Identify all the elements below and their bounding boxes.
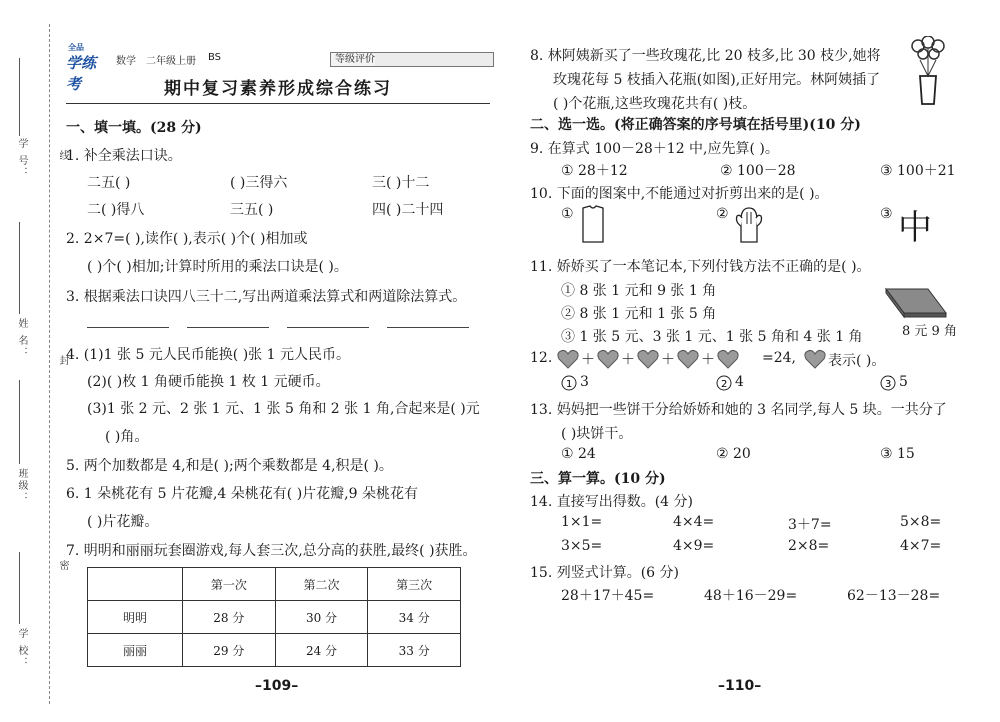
question-8-line2: 玫瑰花每 5 枝插入花瓶(如图),正好用完。林阿姨插了 <box>553 72 881 88</box>
q13-option[interactable]: ② 20 <box>716 446 751 462</box>
table-cell: 34 分 <box>368 601 461 634</box>
notebook-icon <box>884 285 948 319</box>
vest-shape-icon[interactable] <box>578 204 608 244</box>
q12-option[interactable]: 4 <box>735 374 744 390</box>
q14-problem[interactable]: 1×1= <box>561 514 603 530</box>
q1-item[interactable]: 三( )十二 <box>372 175 430 191</box>
q12-option[interactable]: 5 <box>899 374 908 390</box>
circled-one-icon[interactable] <box>561 375 577 391</box>
question-4-part3-cont[interactable]: ( )角。 <box>105 429 149 445</box>
score-table <box>87 567 461 667</box>
question-13-line2[interactable]: ( )块饼干。 <box>561 426 633 442</box>
question-1: 1. 补全乘法口诀。 <box>66 148 182 164</box>
q15-problem[interactable]: 62－13－28= <box>847 588 941 604</box>
q12-option[interactable]: 3 <box>580 374 589 390</box>
class-label: 班级： <box>16 468 27 504</box>
q1-item[interactable]: 二五( ) <box>87 175 131 191</box>
q12-prompt[interactable]: 表示( )。 <box>828 353 886 369</box>
binding-mark-seal: 封 <box>57 355 68 367</box>
q1-item[interactable]: ( )三得六 <box>230 175 288 191</box>
section-1-heading: 一、填一填。(28 分) <box>66 120 202 136</box>
name-label: 姓 名： <box>16 318 27 360</box>
name-field[interactable] <box>19 222 20 314</box>
table-cell: 30 分 <box>275 601 368 634</box>
q10-option-label[interactable]: ② <box>716 206 729 222</box>
q1-item[interactable]: 二( )得八 <box>87 202 145 218</box>
grade-evaluation-box[interactable] <box>330 52 494 67</box>
svg-text:1: 1 <box>566 379 573 390</box>
question-4-part2[interactable]: (2)( )枚 1 角硬币能换 1 枚 1 元硬币。 <box>87 374 330 390</box>
q11-option[interactable]: ① 8 张 1 元和 9 张 1 角 <box>561 283 717 299</box>
binding-mark-secret: 密 <box>57 560 68 572</box>
school-label: 学 校： <box>16 628 27 670</box>
question-14: 14. 直接写出得数。(4 分) <box>530 494 693 510</box>
table-cell: 明明 <box>88 601 183 634</box>
question-5[interactable]: 5. 两个加数都是 4,和是( );两个乘数都是 4,积是( )。 <box>66 458 393 474</box>
svg-text:2: 2 <box>721 379 728 390</box>
question-4-part1[interactable]: 4. (1)1 张 5 元人民币能换( )张 1 元人民币。 <box>66 347 350 363</box>
page-title: 期中复习素养形成综合练习 <box>164 79 392 99</box>
circled-two-icon[interactable] <box>716 375 732 391</box>
table-cell: 丽丽 <box>88 634 183 667</box>
q9-option[interactable]: ② 100－28 <box>720 163 796 179</box>
answer-blank[interactable] <box>387 327 469 328</box>
answer-blank[interactable] <box>87 327 169 328</box>
q14-problem[interactable]: 5×8= <box>900 514 942 530</box>
school-field[interactable] <box>19 552 20 624</box>
subject-label: 数学 <box>116 56 136 67</box>
question-10[interactable]: 10. 下面的图案中,不能通过对折剪出来的是( )。 <box>530 186 829 202</box>
q13-option[interactable]: ③ 15 <box>880 446 915 462</box>
question-11[interactable]: 11. 娇娇买了一本笔记本,下列付钱方法不正确的是( )。 <box>530 259 871 275</box>
edition-label: BS <box>208 52 222 63</box>
q9-option[interactable]: ③ 100＋21 <box>880 163 956 179</box>
table-header-cell <box>88 568 183 601</box>
question-6-line2[interactable]: ( )片花瓣。 <box>87 514 159 530</box>
question-12-number: 12. <box>530 350 553 366</box>
q14-problem[interactable]: 4×9= <box>673 538 715 554</box>
student-number-label: 学 号： <box>16 138 27 180</box>
question-8-line1: 8. 林阿姨新买了一些玫瑰花,比 20 枝多,比 30 枝少,她将 <box>530 48 881 64</box>
class-field[interactable] <box>19 380 20 464</box>
q14-problem[interactable]: 4×4= <box>673 514 715 530</box>
q1-item[interactable]: 四( )二十四 <box>372 202 444 218</box>
svg-text:＋: ＋ <box>621 352 635 368</box>
q14-problem[interactable]: 3×5= <box>561 538 603 554</box>
question-3: 3. 根据乘法口诀四八三十二,写出两道乘法算式和两道除法算式。 <box>66 289 467 305</box>
q9-option[interactable]: ① 28＋12 <box>561 163 628 179</box>
hearts-equation-icon <box>557 348 757 370</box>
heart-icon <box>804 349 826 371</box>
table-row <box>88 634 461 667</box>
binding-dashed-line <box>49 24 50 704</box>
page-number-right: –110– <box>718 678 762 694</box>
question-8-line3[interactable]: ( )个花瓶,这些玫瑰花共有( )枝。 <box>553 96 757 112</box>
notebook-price: 8 元 9 角 <box>902 324 957 339</box>
q10-option-label[interactable]: ③ <box>880 206 893 222</box>
q1-item[interactable]: 三五( ) <box>230 202 274 218</box>
question-9[interactable]: 9. 在算式 100－28＋12 中,应先算( )。 <box>530 141 779 157</box>
table-cell: 24 分 <box>275 634 368 667</box>
q14-problem[interactable]: 3＋7= <box>788 517 832 533</box>
question-4-part3[interactable]: (3)1 张 2 元、2 张 1 元、1 张 5 角和 2 张 1 角,合起来是( )元 <box>87 401 480 417</box>
svg-text:3: 3 <box>885 379 892 390</box>
student-number-field[interactable] <box>19 58 20 136</box>
table-header-cell: 第三次 <box>368 568 461 601</box>
q14-problem[interactable]: 4×7= <box>900 538 942 554</box>
question-2-line1[interactable]: 2. 2×7=( ),读作( ),表示( )个( )相加或 <box>66 231 308 247</box>
svg-text:＋: ＋ <box>661 352 675 368</box>
question-7[interactable]: 7. 明明和丽丽玩套圈游戏,每人套三次,总分高的获胜,最终( )获胜。 <box>66 543 477 559</box>
binding-mark-line: 线 <box>57 150 68 162</box>
table-cell: 33 分 <box>368 634 461 667</box>
title-rule <box>66 103 490 104</box>
q10-character-shape[interactable]: 中 <box>898 208 932 248</box>
answer-blank[interactable] <box>187 327 269 328</box>
section-2-heading: 二、选一选。(将正确答案的序号填在括号里)(10 分) <box>530 117 861 133</box>
q10-option-label[interactable]: ① <box>561 206 574 222</box>
table-cell: 28 分 <box>183 601 276 634</box>
q13-option[interactable]: ① 24 <box>561 446 596 462</box>
q11-option[interactable]: ③ 1 张 5 元、3 张 1 元、1 张 5 角和 4 张 1 角 <box>561 329 863 345</box>
table-cell: 29 分 <box>183 634 276 667</box>
answer-blank[interactable] <box>287 327 369 328</box>
q15-problem[interactable]: 48＋16－29= <box>704 588 798 604</box>
svg-text:＋: ＋ <box>581 352 595 368</box>
q12-equation-result: =24, <box>762 350 796 366</box>
rose-vase-icon <box>908 36 948 106</box>
table-header-row <box>88 568 461 601</box>
question-13-line1: 13. 妈妈把一些饼干分给娇娇和她的 3 名同学,每人 5 块。一共分了 <box>530 402 947 418</box>
question-15: 15. 列竖式计算。(6 分) <box>530 565 679 581</box>
section-3-heading: 三、算一算。(10 分) <box>530 471 666 487</box>
table-header-cell: 第一次 <box>183 568 276 601</box>
eval-label: 等级评价 <box>335 54 375 65</box>
table-row <box>88 601 461 634</box>
page-number-left: –109– <box>255 678 299 694</box>
grade-label: 二年级上册 <box>146 56 196 67</box>
circled-three-icon[interactable] <box>880 375 896 391</box>
mitten-shape-icon[interactable] <box>733 204 765 244</box>
publisher-logo: 全品 学练考 <box>66 43 97 93</box>
q14-problem[interactable]: 2×8= <box>788 538 830 554</box>
q15-problem[interactable]: 28＋17＋45= <box>561 588 655 604</box>
question-6-line1[interactable]: 6. 1 朵桃花有 5 片花瓣,4 朵桃花有( )片花瓣,9 朵桃花有 <box>66 486 418 502</box>
q11-option[interactable]: ② 8 张 1 元和 1 张 5 角 <box>561 306 717 322</box>
table-header-cell: 第二次 <box>275 568 368 601</box>
question-2-line2[interactable]: ( )个( )相加;计算时所用的乘法口诀是( )。 <box>87 259 348 275</box>
svg-text:＋: ＋ <box>701 352 715 368</box>
